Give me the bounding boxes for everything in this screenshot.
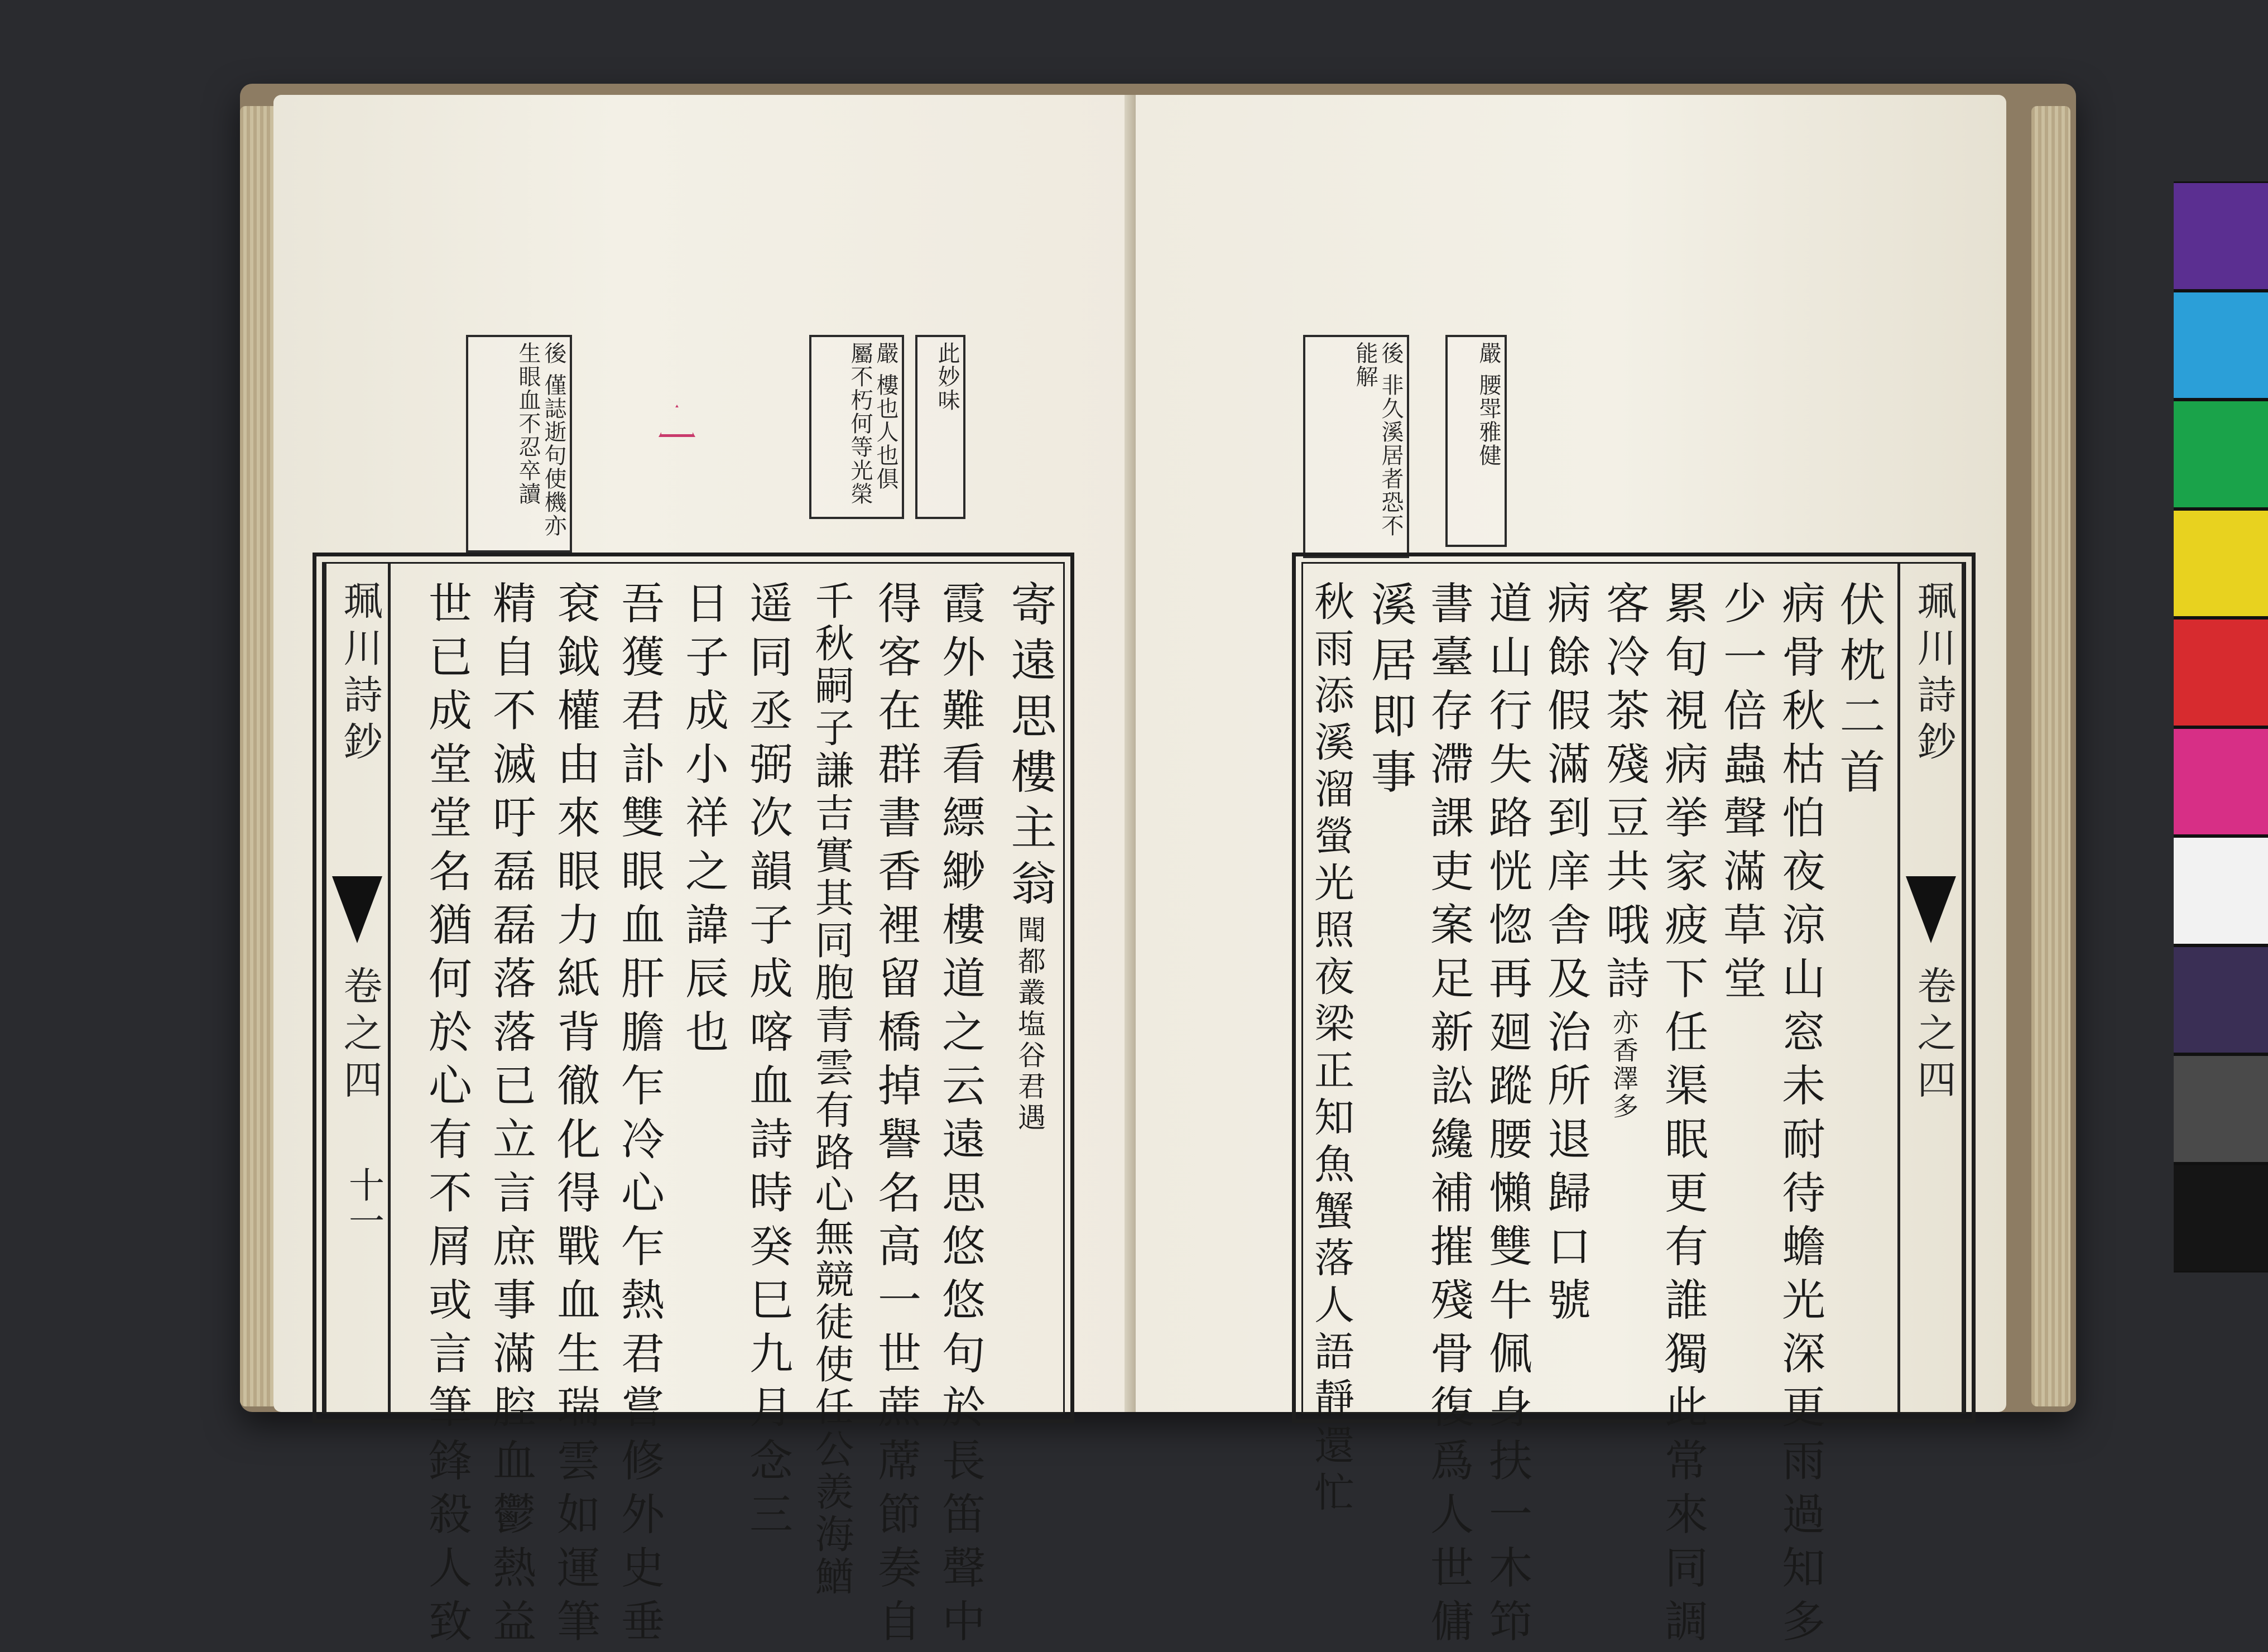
column-4: 千秋嗣子謙吉實其同胞青雲有路心無競徒使任公羨海鰌 bbox=[809, 580, 854, 1598]
r-column-5-note: 亦香澤多 bbox=[1609, 1009, 1639, 1121]
column-5: 遥同丞弼次韻子成喀血詩時癸巳九月念三 bbox=[742, 580, 792, 1545]
column-9: 精自不滅吁磊磊落落已立言庶事滿腔血鬱熱益 bbox=[486, 580, 536, 1652]
color-swatch bbox=[2174, 947, 2268, 1053]
fish-tail-mark bbox=[332, 876, 382, 943]
color-calibration-chart bbox=[2174, 181, 2268, 1272]
column-7: 吾獲君訃雙眼血肝膽乍冷心乍熱君嘗修外史垂 bbox=[614, 580, 664, 1652]
color-swatch bbox=[2174, 292, 2268, 398]
right-page-edges bbox=[2031, 106, 2070, 1406]
r-column-4: 累旬視病挙家疲下任渠眠更有誰獨此常來同調 bbox=[1657, 580, 1708, 1652]
r-column-9: 溪居即事 bbox=[1363, 580, 1416, 804]
poem-title: 寄遠思樓主翁 bbox=[1003, 580, 1056, 915]
r-column-7: 道山行失路恍惚再廻蹤腰懶雙牛佩身扶一木笻 bbox=[1482, 580, 1532, 1652]
r-column-6: 病餘假滿到庠舎及治所退歸口號 bbox=[1540, 580, 1591, 1331]
r-column-3: 少一倍蟲聲滿草堂 bbox=[1716, 580, 1766, 1009]
color-swatch bbox=[2174, 729, 2268, 835]
color-swatch bbox=[2174, 838, 2268, 944]
column-10: 世已成堂堂名猶何於心有不屑或言筆鋒殺人致 bbox=[421, 580, 472, 1652]
margin-note-3: 後 僅誌逝句使機亦生眼血不忍卒讀 bbox=[466, 335, 572, 553]
center-header-right bbox=[1897, 564, 1964, 1412]
header-title-right: 珮川詩鈔 bbox=[1911, 580, 1957, 768]
r-column-8: 書臺存滯課吏案足新訟纔補摧殘骨復爲人世傭 bbox=[1423, 580, 1473, 1652]
margin-note-1: 此妙味 bbox=[915, 335, 965, 519]
r-column-1: 伏枕二首 bbox=[1832, 580, 1885, 804]
column-2: 霞外難看縹緲樓道之云遠思悠悠句於長笛聲中 bbox=[935, 580, 985, 1652]
folio-number: 十一 bbox=[343, 1166, 384, 1238]
center-header bbox=[324, 564, 391, 1412]
left-page bbox=[273, 95, 1144, 1652]
color-swatch bbox=[2174, 401, 2268, 507]
margin-note-4: 嚴 腰斝雅健 bbox=[1445, 335, 1507, 547]
right-page bbox=[1136, 95, 2006, 1652]
column-8: 袞鉞權由來眼力紙背徹化得戰血生瑞雲如運筆 bbox=[550, 580, 600, 1652]
red-triangle-mark bbox=[659, 405, 695, 437]
text-frame bbox=[313, 553, 1074, 1652]
margin-note-5: 後 非久溪居者恐不能解 bbox=[1303, 335, 1409, 558]
r-column-2: 病骨秋枯怕夜涼山窓未耐待蟾光深更雨過知多 bbox=[1775, 580, 1825, 1652]
column-6: 日子成小祥之諱辰也 bbox=[678, 580, 728, 1063]
r-column-10: 秋雨添溪溜螢光照夜梁正知魚蟹落人語靜還忙 bbox=[1308, 580, 1354, 1518]
header-volume-right: 卷之四 bbox=[1911, 966, 1957, 1106]
title-note: 聞都叢塩谷君遇 bbox=[1013, 915, 1046, 1134]
header-title: 珮川詩鈔 bbox=[337, 580, 383, 768]
color-swatch bbox=[2174, 1056, 2268, 1162]
color-swatch bbox=[2174, 511, 2268, 617]
r-column-5 bbox=[1599, 580, 1649, 1121]
r-column-5-text: 客冷茶殘豆共哦詩 bbox=[1599, 580, 1649, 1009]
color-swatch bbox=[2174, 620, 2268, 726]
color-swatch bbox=[2174, 183, 2268, 289]
fish-tail-mark-right bbox=[1906, 876, 1956, 943]
color-swatch bbox=[2174, 1165, 2268, 1271]
column-3: 得客在群書香裡留橋掉譽名高一世蔗蓆節奏自 bbox=[871, 580, 921, 1652]
header-volume: 卷之四 bbox=[337, 966, 383, 1106]
margin-note-2: 嚴 樓也人也俱屬不朽何等光榮 bbox=[809, 335, 904, 519]
column-1 bbox=[1003, 580, 1056, 1134]
text-frame-right-inner bbox=[1301, 562, 1966, 1652]
text-frame-right bbox=[1292, 553, 1976, 1652]
text-frame-inner bbox=[322, 562, 1065, 1652]
